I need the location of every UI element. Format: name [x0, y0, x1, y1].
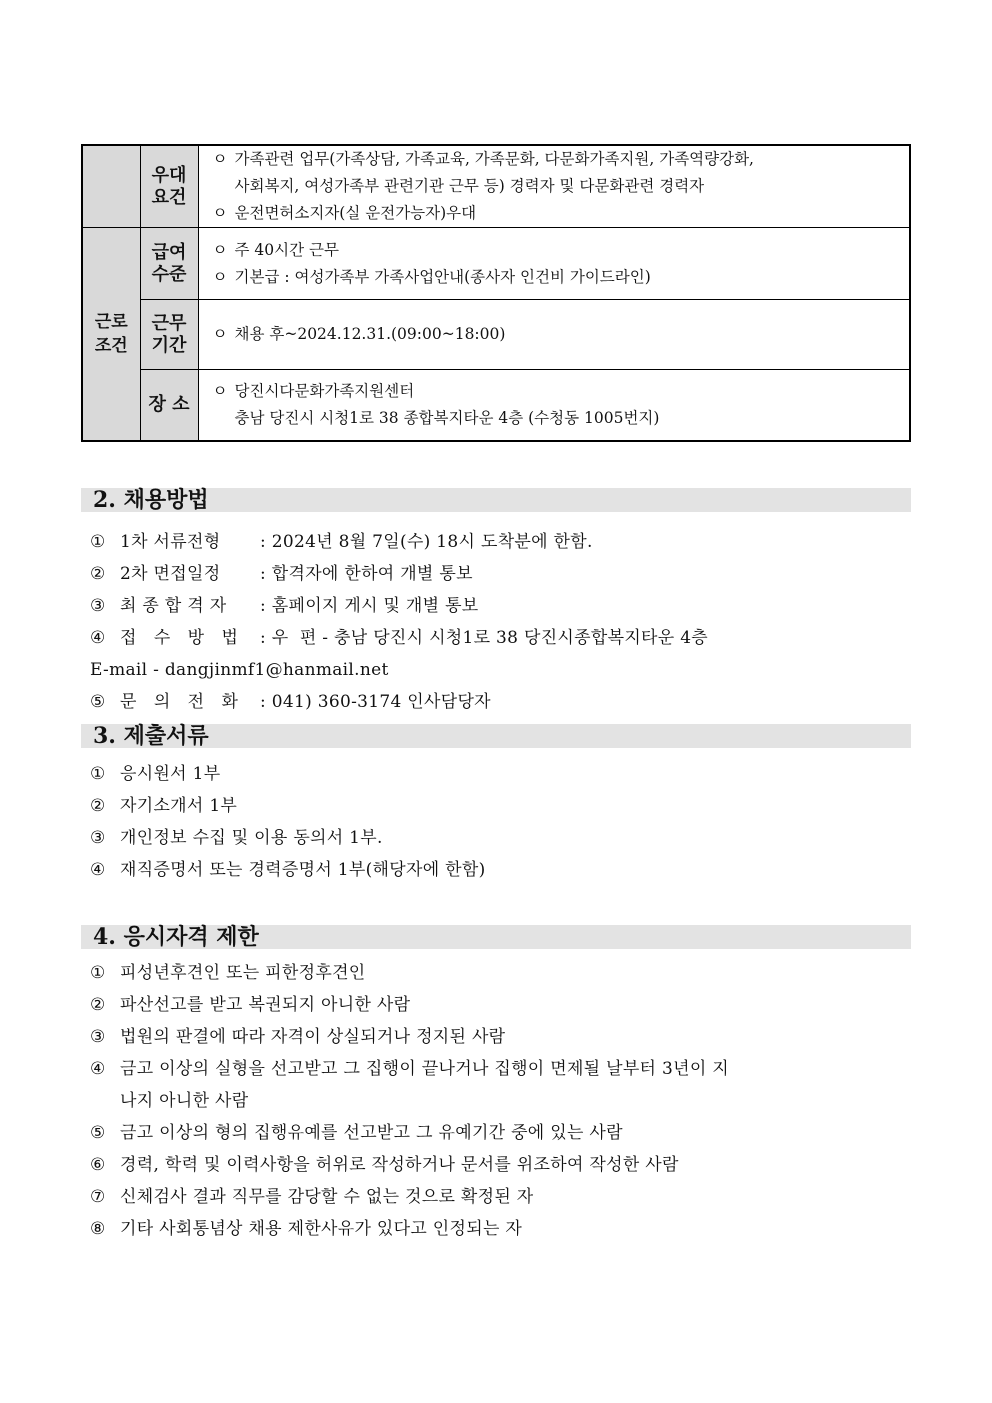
list-item: ① 1차 서류전형 : 2024년 8월 7일(수) 18시 도착분에 한함.	[90, 532, 593, 552]
list-item: ② 2차 면접일정 : 합격자에 한하여 개별 통보	[90, 564, 473, 584]
table-row	[82, 145, 910, 228]
list-item: ② 파산선고를 받고 복권되지 아니한 사람	[90, 995, 411, 1015]
subcategory-cell: 근무 기간	[140, 300, 198, 370]
category-cell-working-conditions: 근로 조건	[82, 228, 140, 442]
content-cell	[198, 145, 910, 228]
section-header-disqualification: 4. 응시자격 제한	[81, 925, 911, 949]
list-item: ⑤ 문 의 전 화 : 041) 360-3174 인사담당자	[90, 692, 491, 712]
list-item: ⑧ 기타 사회통념상 채용 제한사유가 있다고 인정되는 자	[90, 1219, 523, 1239]
bullet-line: ㅇ 가족관련 업무(가족상담, 가족교육, 가족문화, 다문화가족지원, 가족역량강화,	[212, 150, 754, 168]
section-header-documents: 3. 제출서류	[81, 724, 911, 748]
working-conditions-table	[81, 144, 911, 442]
bullet-line: ㅇ 운전면허소지자(실 운전가능자)우대	[212, 204, 477, 222]
category-cell-empty	[82, 145, 140, 228]
content-cell	[198, 228, 910, 300]
bullet-continuation: 사회복지, 여성가족부 관련기관 근무 등) 경력자 및 다문화관련 경력자	[234, 177, 705, 195]
documents-list	[90, 758, 910, 886]
subcategory-cell: 장 소	[140, 370, 198, 442]
subcategory-cell: 우대 요건	[140, 145, 198, 228]
disqualification-list	[90, 957, 910, 1245]
bullet-line: ㅇ 채용 후~2024.12.31.(09:00~18:00)	[212, 325, 506, 343]
bullet-line: ㅇ 주 40시간 근무	[212, 240, 339, 259]
table-row	[82, 228, 910, 300]
table-row	[82, 370, 910, 442]
list-item-continuation: 나지 아니한 사람	[120, 1091, 249, 1111]
list-item: ② 자기소개서 1부	[90, 796, 238, 816]
bullet-line: ㅇ 당진시다문화가족지원센터	[212, 382, 415, 400]
bullet-line: ㅇ 기본급 : 여성가족부 가족사업안내(종사자 인건비 가이드라인)	[212, 267, 651, 286]
list-item: ④ 접 수 방 법 : 우 편 - 충남 당진시 시청1로 38 당진시종합복지타운 4층	[90, 628, 709, 648]
list-item: ④ 금고 이상의 실형을 선고받고 그 집행이 끝나거나 집행이 면제될 날부터 3년이 지	[90, 1059, 729, 1079]
list-item: ① 피성년후견인 또는 피한정후견인	[90, 963, 366, 983]
recruitment-method-list	[90, 526, 910, 718]
table-row	[82, 300, 910, 370]
content-cell	[198, 300, 910, 370]
list-item: ⑦ 신체검사 결과 직무를 감당할 수 없는 것으로 확정된 자	[90, 1187, 534, 1207]
bullet-continuation: 충남 당진시 시청1로 38 종합복지타운 4층 (수청동 1005번지)	[234, 409, 660, 427]
list-item: ⑤ 금고 이상의 형의 집행유예를 선고받고 그 유예기간 중에 있는 사람	[90, 1123, 623, 1143]
content-cell	[198, 370, 910, 442]
section-header-recruitment-method: 2. 채용방법	[81, 488, 911, 512]
list-item: ① 응시원서 1부	[90, 764, 221, 784]
list-item: ④ 재직증명서 또는 경력증명서 1부(해당자에 한함)	[90, 860, 486, 880]
subcategory-cell: 급여 수준	[140, 228, 198, 300]
list-item: ③ 법원의 판결에 따라 자격이 상실되거나 정지된 사람	[90, 1027, 506, 1047]
list-item: ⑥ 경력, 학력 및 이력사항을 허위로 작성하거나 문서를 위조하여 작성한 사람	[90, 1155, 679, 1175]
list-item: ③ 최종합격자 : 홈페이지 게시 및 개별 통보	[90, 596, 479, 616]
list-item-continuation: E-mail - dangjinmf1@hanmail.net	[90, 660, 389, 680]
list-item: ③ 개인정보 수집 및 이용 동의서 1부.	[90, 828, 383, 848]
